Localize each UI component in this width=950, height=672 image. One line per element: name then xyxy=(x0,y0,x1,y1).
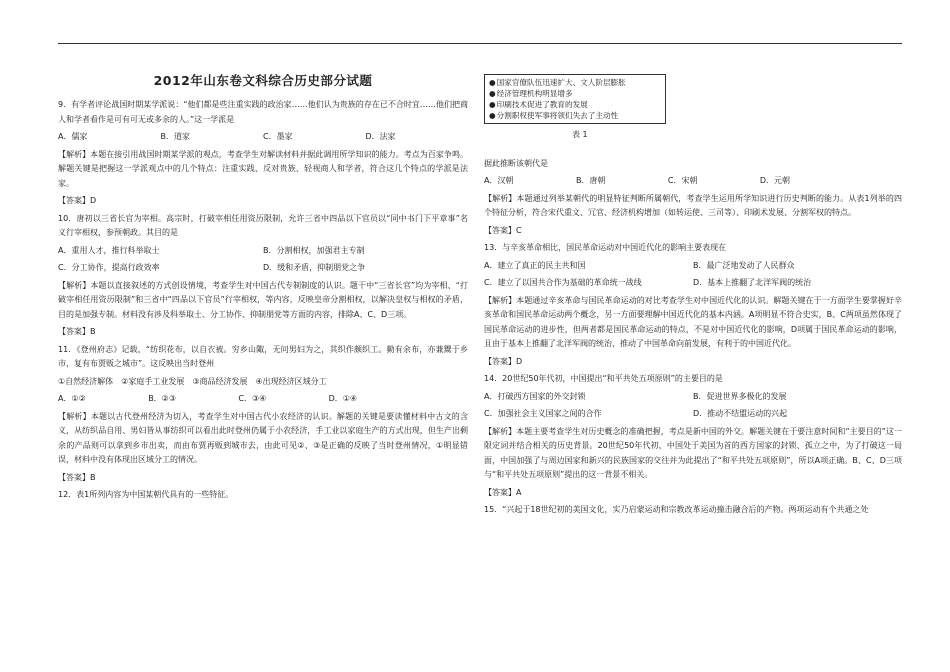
question-11 xyxy=(58,343,468,486)
option-c: C．建立了以国共合作为基础的革命统一战线 xyxy=(484,278,642,287)
options-row xyxy=(484,407,902,422)
left-column xyxy=(58,72,468,506)
header-rule xyxy=(58,43,902,44)
analysis: 【解析】本题通过列举某朝代的明显特征判断所属朝代，考查学生运用所学知识进行历史判断的能力。从表1列举的四个特征分析，符合宋代重文、冗官、经济机构增加（如转运使、三司等）、印刷术发展、分割军权的特点。 xyxy=(484,193,902,217)
question-stem: 13．与辛亥革命相比，国民革命运动对中国近代化的影响主要表现在 xyxy=(484,243,727,252)
analysis: 【解析】本题主要考查学生对历史概念的准确把握，考点是新中国的外交。解题关键在于要注意时间和“主要目的”这一限定词并结合相关的历史背景。20世纪50年代初，中国处于美国为首的西方国家的封锁、孤立之中，为了打破这一局面，中国加强了与周边国家和新兴的民族国家的交往并为此提出了“和平共处五项原则”，所以A项正确。B、C、D三项与“和平共处五项原则”提出的这一背景不相关。 xyxy=(484,426,902,479)
options-row xyxy=(484,174,902,189)
answer: 【答案】C xyxy=(484,225,522,235)
question-stem: 10．唐初以三省长官为宰相。高宗时，打破宰相任用资历限制，允许三省中四品以下官员以“同中书门下平章事”名义行宰相权，参预朝政。其目的是 xyxy=(58,213,468,237)
option-b: B．最广泛地发动了人民群众 xyxy=(693,260,795,270)
option-d: D．推动不结盟运动的兴起 xyxy=(693,409,788,418)
document-title: 2012年山东卷文科综合历史部分试题 xyxy=(153,73,373,88)
question-12-continued xyxy=(484,157,902,239)
option-d: D．①④ xyxy=(328,394,358,403)
question-stem: 9．有学者评论战国时期某学派说：“他们都是些注重实践的政治家……他们认为贵族的存在已不合时宜……他们把商人和学者看作是可有可无或多余的人。”这一学派是 xyxy=(58,100,468,124)
option-b: B．道家 xyxy=(160,132,190,141)
option-d: D．缓和矛盾，抑制朋党之争 xyxy=(263,263,366,272)
numbered-items: ①自然经济解体 ②家庭手工业发展 ③商品经济发展 ④出现经济区域分工 xyxy=(58,376,327,386)
option-a: A．建立了真正的民主共和国 xyxy=(484,260,586,270)
analysis: 【解析】本题通过辛亥革命与国民革命运动的对比考查学生对中国近代化的认识。解题关键在于一方面学生要掌握好辛亥革命和国民革命运动两个概念，另一方面要理解中国近代化的基本内涵。A项明显不符合史实，B、C两项虽然体现了国民革命运动的进步性，但两者都是国民革命运动的特点，不是对中国近代化的影响，D项属于国民革命运动的影响，且由于基本上推翻了北洋军阀的统治，推动了中国革命向前发展，有利于的中国近代化。 xyxy=(484,295,902,348)
right-column xyxy=(484,72,902,521)
option-a: A．①② xyxy=(58,394,86,403)
table-row: ● 国家官僚队伍迅速扩大、文人阶层膨胀 xyxy=(489,77,661,88)
question-15 xyxy=(484,503,902,518)
option-d: D．法家 xyxy=(365,132,396,141)
question-9 xyxy=(58,98,468,209)
answer: 【答案】B xyxy=(58,327,96,336)
question-14 xyxy=(484,372,902,500)
option-d: D．基本上推翻了北洋军阀的统治 xyxy=(693,278,812,287)
table-row: ● 印刷技术促进了教育的发展 xyxy=(489,99,661,110)
option-d: D．元朝 xyxy=(759,176,791,185)
analysis: 【解析】本题在接引用战国时期某学派的观点，考查学生对解读材料并据此调用所学知识的能力。考点为百家争鸣。解题关键是把握这一学派观点中的几个特点：注重实践、反对贵族、轻视商人和学者，符合这几个特点的学派是法家。 xyxy=(58,149,468,188)
option-a: A．儒家 xyxy=(58,132,88,141)
question-stem: 15．“兴起于18世纪初的美国文化，实乃启蒙运动和宗教改革运动撞击融合后的产物。两项运动有个共通之处 xyxy=(484,505,869,514)
options-row xyxy=(58,261,468,276)
option-b: B．促进世界多极化的发展 xyxy=(693,391,787,401)
question-13 xyxy=(484,241,902,369)
question-stem: 12．表1所列内容为中国某朝代具有的一些特征。 xyxy=(58,490,234,499)
analysis: 【解析】本题以直接叙述的方式创设情境，考查学生对中国古代专制制度的认识。题干中“三省长官”均为宰相、“打破宰相任用资历限制”和三省中“四品以下官员”行宰相权，等内容，反映皇帝分割相权，以解决皇权与相权的矛盾，目的是加强专制。材料没有涉及科举取士、分工协作、抑制朋党等方面的内容，排除A、C、D三项。 xyxy=(58,280,468,319)
question-lead: 据此推断该朝代是 xyxy=(484,158,548,168)
question-10 xyxy=(58,212,468,340)
options-row xyxy=(58,392,468,407)
option-c: C．分工协作，提高行政效率 xyxy=(58,263,160,272)
table-caption: 表 1 xyxy=(572,130,588,139)
options-row xyxy=(484,276,902,291)
option-c: C．墨家 xyxy=(263,132,293,141)
question-12 xyxy=(58,488,468,503)
option-b: B．分割相权，加强君主专制 xyxy=(263,245,365,255)
options-row xyxy=(58,244,468,259)
table-1 xyxy=(484,74,666,124)
answer: 【答案】D xyxy=(484,356,523,366)
option-a: A．打破西方国家的外交封锁 xyxy=(484,391,586,401)
option-a: A．重用人才，推行科举取士 xyxy=(58,245,160,255)
option-b: B．唐朝 xyxy=(575,176,606,185)
options-row xyxy=(58,130,468,145)
table-row: ● 分割职权使军事将领们失去了主动性 xyxy=(489,110,661,121)
option-c: C．加强社会主义国家之间的合作 xyxy=(484,409,602,418)
analysis: 【解析】本题以古代登州经济为切入，考查学生对中国古代小农经济的认识。解题的关键是要读懂材料中古文的含义，从纺织品自用、男妇皆从事纺织可以看出此时登州仍属于小农经济，手工业以家庭生产的方式出现，但生产出剩余的产品则可以拿到乡市出卖，而由布贾再贩到城市去，由此可见②、③是正确的反映了当时登州情况，①明显错误，材料中没有体现出区域分工的情况。 xyxy=(58,411,468,464)
question-stem: 11．《登州府志》记载，“纺织花布，以自衣被。穷乡山陬，无问男妇为之，其织作颇织工。勤有余布，亦兼鬻于乡市，复有布贾贩之城市”。这反映出当时登州 xyxy=(58,344,468,368)
answer: 【答案】B xyxy=(58,472,96,482)
table-row: ● 经济管理机构明显增多 xyxy=(489,88,661,99)
option-b: B．②③ xyxy=(148,394,177,403)
question-stem: 14．20世纪50年代初，中国提出“和平共处五项原则”的主要目的是 xyxy=(484,374,723,383)
answer: 【答案】A xyxy=(484,487,522,497)
option-c: C．③④ xyxy=(238,394,267,403)
options-row xyxy=(484,259,902,274)
option-a: A．汉朝 xyxy=(484,176,514,185)
options-row xyxy=(484,390,902,405)
answer: 【答案】D xyxy=(58,196,97,205)
option-c: C．宋朝 xyxy=(667,176,698,185)
